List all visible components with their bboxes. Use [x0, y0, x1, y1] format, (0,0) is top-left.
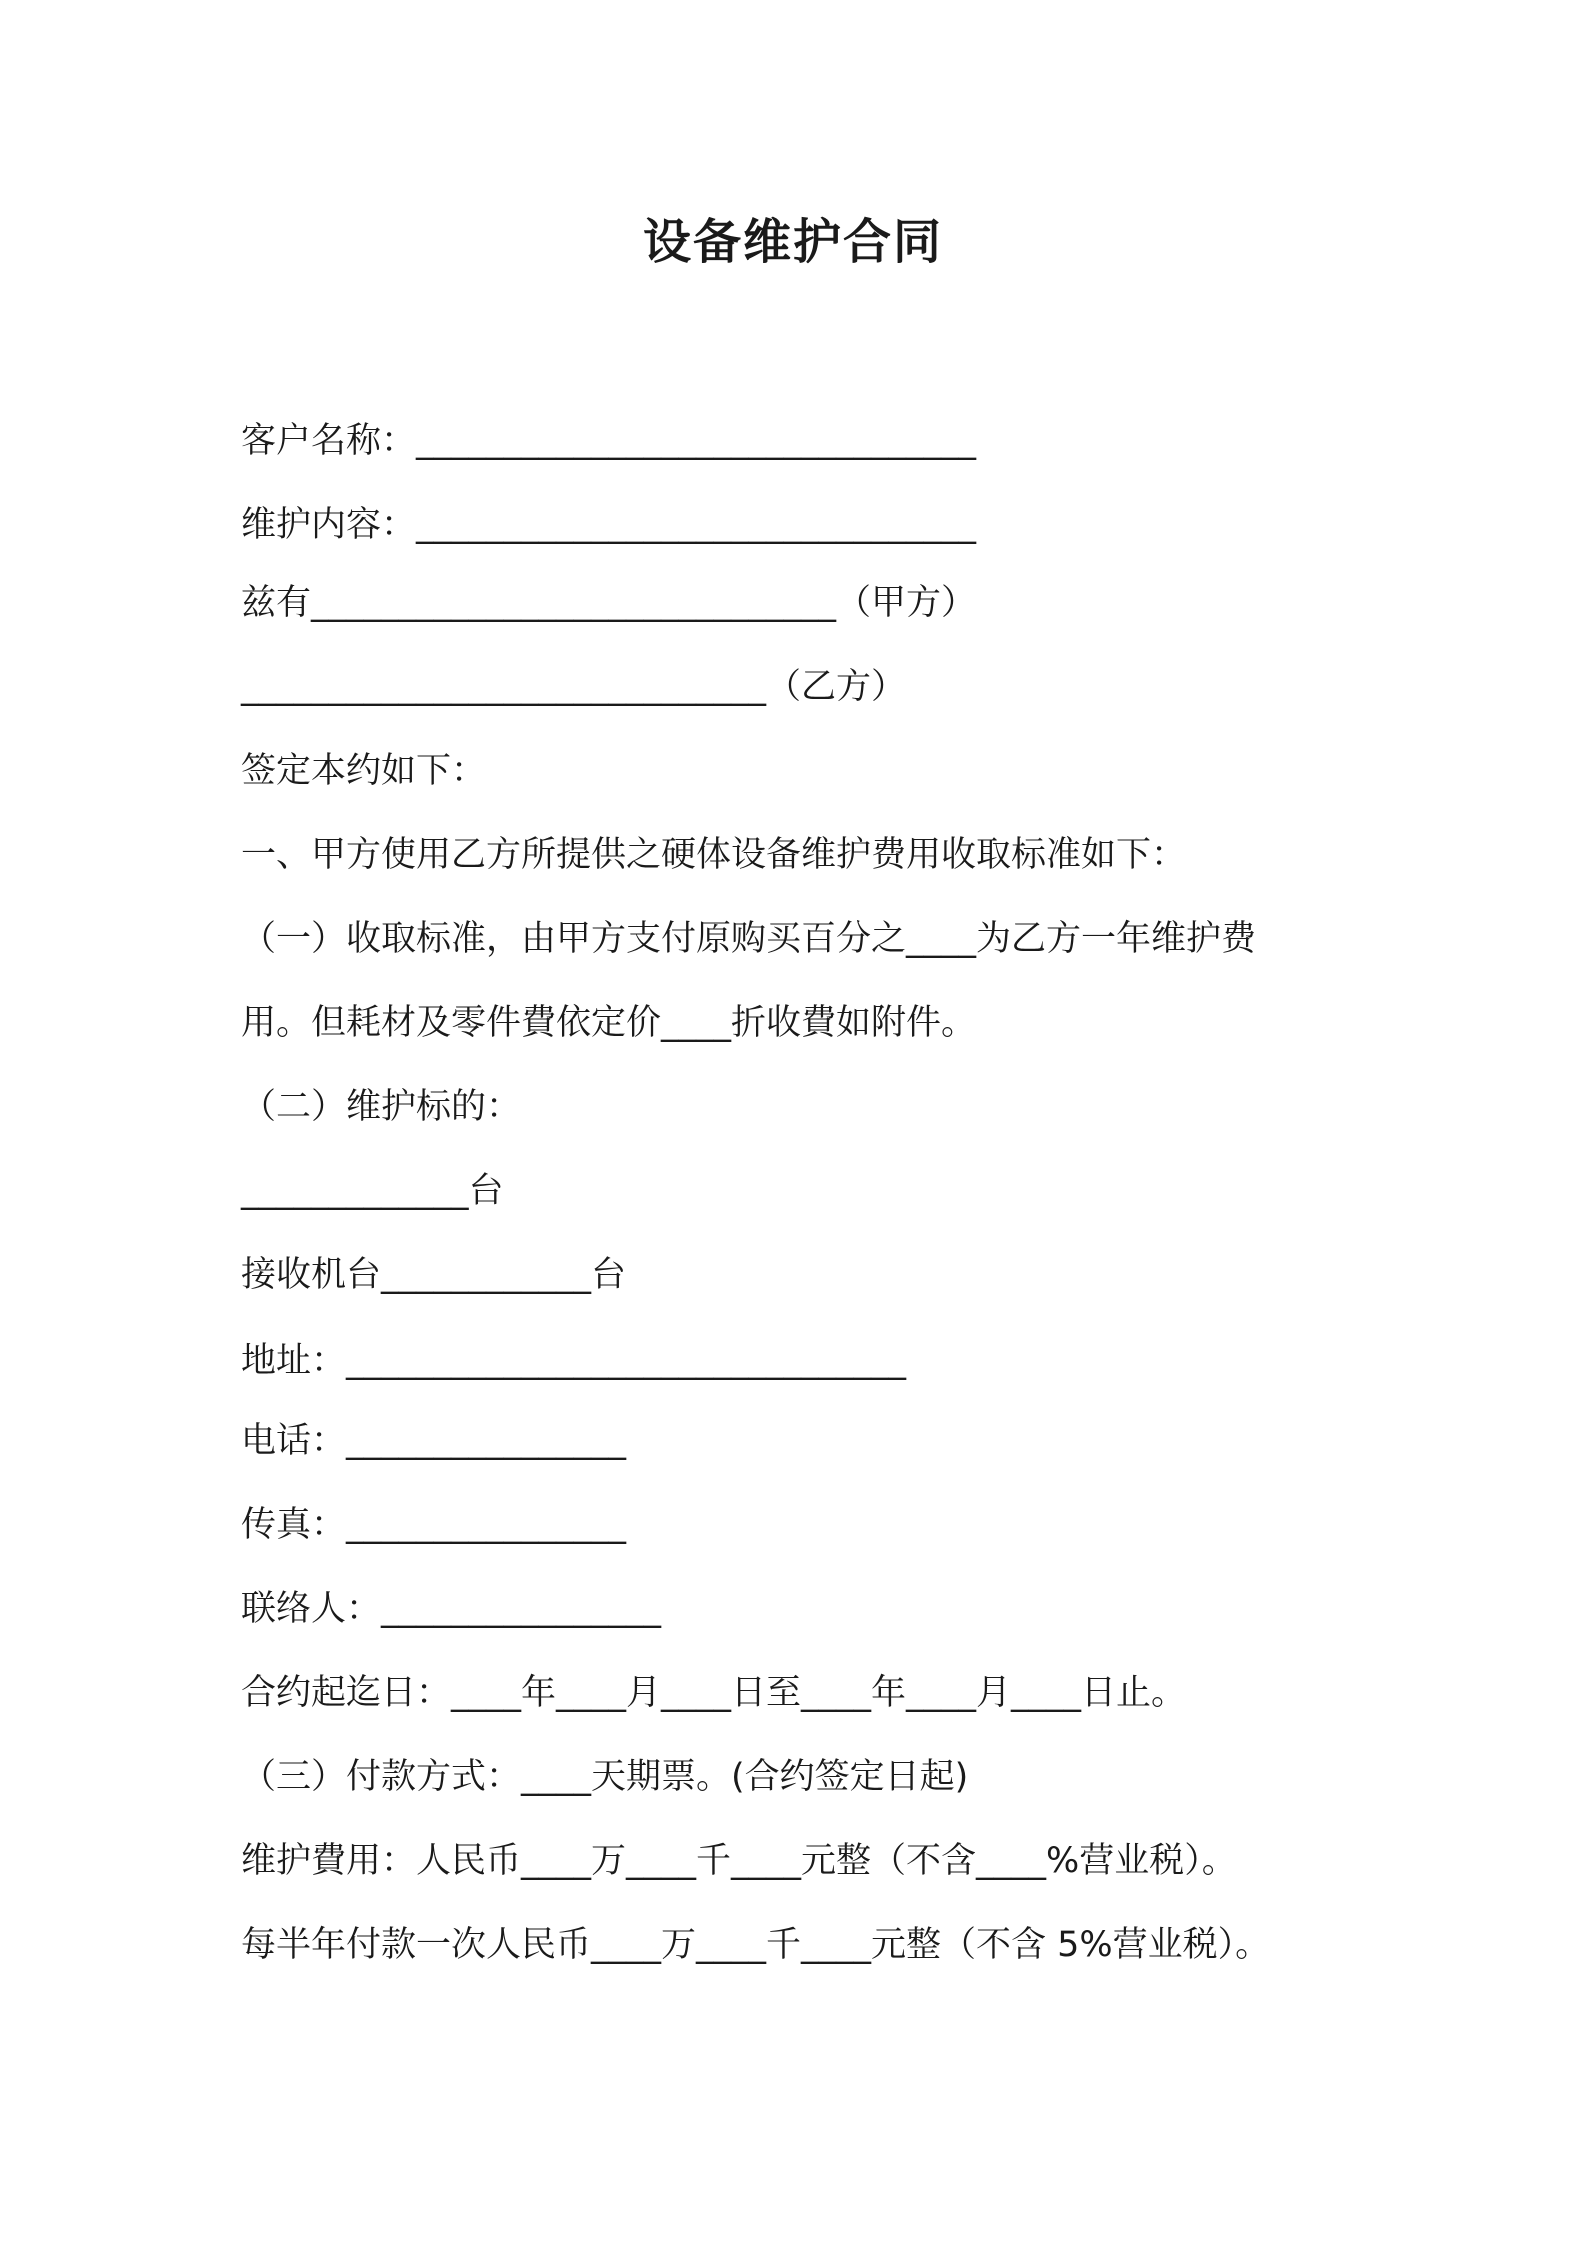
party-a-line: 兹有______________________________（甲方） [241, 583, 977, 623]
receiver-count-line: 接收机台____________台 [241, 1255, 627, 1295]
maintenance-fee-line: 维护費用：人民币____万____千____元整（不含____%营业税）。 [241, 1841, 1237, 1881]
semiannual-payment-line: 每半年付款一次人民币____万____千____元整（不含 5%营业税）。 [241, 1925, 1271, 1965]
clause-1-1-line: （一）收取标准，由甲方支付原购买百分之____为乙方一年维护费 [241, 919, 1257, 959]
maintenance-content-line: 维护内容：________________________________ [241, 505, 977, 545]
phone-line: 电话：________________ [241, 1421, 627, 1461]
clause-1-1-continued-line: 用。但耗材及零件費依定价____折收費如附件。 [241, 1003, 977, 1043]
fax-line: 传真：________________ [241, 1505, 627, 1545]
clause-1-2-heading: （二）维护标的： [241, 1087, 522, 1127]
agreement-intro-line: 签定本约如下： [241, 751, 487, 791]
customer-name-line: 客户名称：________________________________ [241, 421, 977, 461]
document-title: 设备维护合同 [642, 214, 943, 270]
clause-1-heading: 一、甲方使用乙方所提供之硬体设备维护费用收取标准如下： [241, 835, 1187, 875]
contract-period-line: 合约起迄日：____年____月____日至____年____月____日止。 [241, 1673, 1187, 1713]
party-b-line: ______________________________（乙方） [241, 667, 907, 707]
address-line: 地址：________________________________ [241, 1341, 907, 1381]
payment-method-line: （三）付款方式：____天期票。(合约签定日起) [241, 1757, 969, 1797]
contact-person-line: 联络人：________________ [241, 1589, 662, 1629]
equipment-count-line: _____________台 [241, 1171, 504, 1211]
